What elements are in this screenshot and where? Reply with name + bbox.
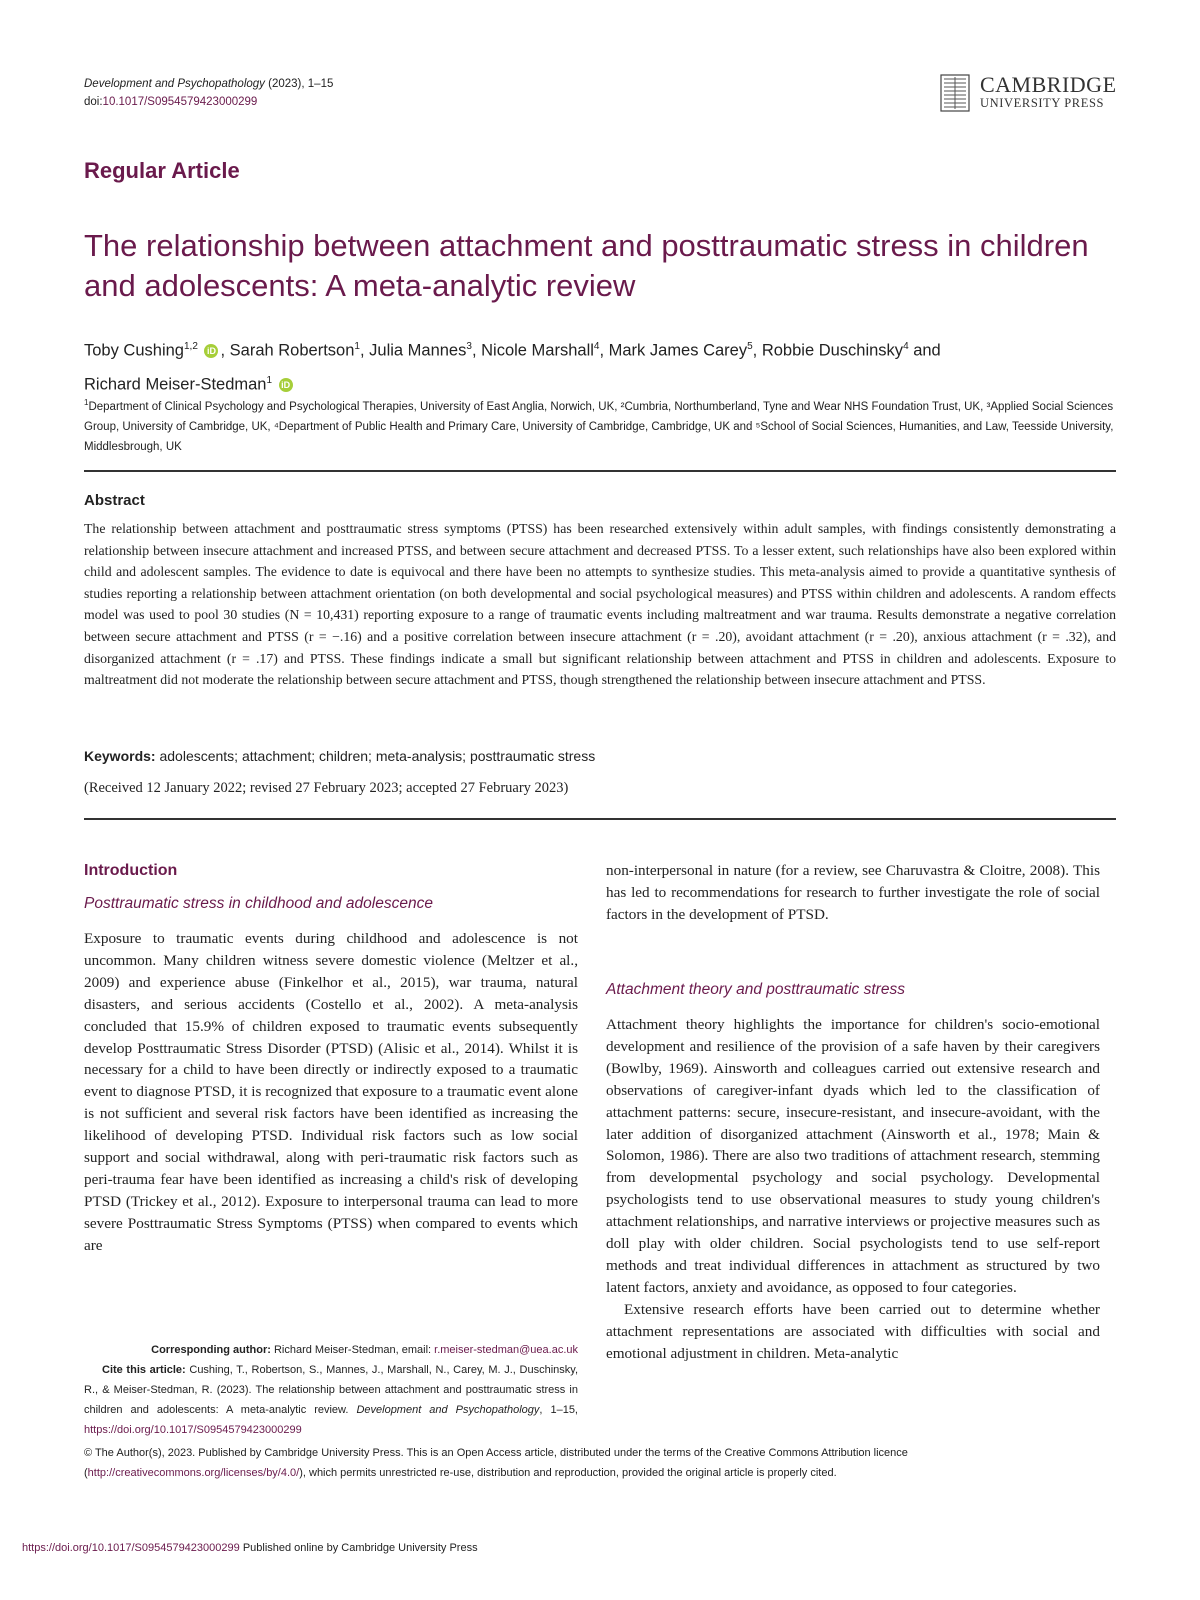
license-link[interactable]: http://creativecommons.org/licenses/by/4.0/	[87, 1467, 300, 1479]
affiliations-text: Department of Clinical Psychology and Psychological Therapies, University of East Anglia, Norwich, UK, ²Cumbria, Northumberland, Tyne and Wear NHS Foundation Trust, UK, ³Applied Social Sciences Group, University of Cambridge, UK, ⁴Department of Public Health and Primary Care, University of Cambridge, Cambridge, UK and ⁵School of Social Sciences, Humanities, and Law, Teesside University, Middlesbrough, UK	[84, 400, 1114, 453]
doi-label: doi:	[84, 96, 103, 108]
received-dates: (Received 12 January 2022; revised 27 February 2023; accepted 27 February 2023)	[84, 780, 569, 796]
orcid-icon[interactable]: iD	[279, 378, 293, 392]
divider-bottom	[84, 818, 1116, 820]
cite-journal: Development and Psychopathology	[356, 1404, 540, 1416]
affiliations	[84, 393, 1114, 457]
cambridge-crest-icon	[940, 74, 970, 112]
divider-top	[84, 470, 1116, 472]
footer-text: Published online by Cambridge University Press	[242, 1542, 478, 1554]
keywords-label: Keywords:	[84, 748, 156, 764]
cite-text: Cushing, T., Robertson, S., Mannes, J., Marshall, N., Carey, M. J., Duschinsky, R., & Meiser-Stedman, R. (2023). The relationship between attachment and posttraumatic stress in children and adolescents: A meta-analytic review.	[84, 1364, 578, 1416]
authors-and: and	[908, 341, 941, 360]
author-affil-sup: 4	[593, 341, 600, 352]
journal-citation	[84, 75, 333, 111]
author-name: Julia Mannes	[369, 341, 467, 360]
corr-label: Corresponding author:	[151, 1344, 271, 1356]
article-title: The relationship between attachment and posttraumatic stress in children and adolescents: A meta-analytic review	[84, 228, 1089, 303]
section-heading-introduction: Introduction	[84, 862, 178, 879]
author-affil-sup: 5	[747, 341, 753, 352]
author-name: Sarah Robertson	[229, 341, 355, 360]
authors-line-1: Toby Cushing$^{1,2}$ iD , Sarah Robertson$^1$, Julia Mannes$^3$, Nicole Marshall$^4$, Mark James Carey$^5$, Robbie Duschinsky$^4$ and	[84, 341, 941, 360]
author-affil-sup: 3	[466, 341, 472, 352]
license-text: © The Author(s), 2023. Published by Cambridge University Press. This is an Open Access article, distributed under the terms of the Creative Commons Attribution licence (	[84, 1447, 908, 1479]
footer-doi-link[interactable]: https://doi.org/10.1017/S0954579423000299	[22, 1542, 240, 1554]
cite-label: Cite this article:	[102, 1364, 186, 1376]
keywords-list: adolescents; attachment; children; meta-analysis; posttraumatic stress	[159, 748, 596, 764]
corr-text: Richard Meiser-Stedman, email:	[273, 1344, 432, 1356]
publisher-logo	[940, 74, 1125, 114]
author-affil-sup: 1,2	[183, 341, 198, 352]
corr-email-link[interactable]: r.meiser-stedman@uea.ac.uk	[434, 1344, 578, 1356]
cite-pages: , 1–15,	[539, 1404, 578, 1416]
author-name: Toby Cushing	[84, 341, 184, 360]
doi-link[interactable]: 10.1017/S0954579423000299	[102, 96, 258, 108]
keywords	[84, 748, 1116, 764]
paragraph-text: non-interpersonal in nature (for a review, see Charuvastra & Cloitre, 2008). This has led to recommendations for research to further investigate the role of social factors in the development of PTSD.	[606, 862, 1100, 923]
author-name: Robbie Duschinsky	[761, 341, 904, 360]
paragraph-text: Attachment theory highlights the importance for children's socio-emotional development and resilience of the provision of a safe haven by their caregivers (Bowlby, 1969). Ainsworth and colleagues carried out extensive research and observations of caregiver-infant dyads which led to the classification of attachment patterns: secure, insecure-resistant, and insecure-avoidant, with the later addition of disorganized attachment (Ainsworth et al., 1978; Main & Solomon, 1986). There are also two traditions of attachment research, stemming from developmental psychology and social psychology. Developmental psychologists tend to use observational measures to study young children's attachment relationships, and narrative interviews or projective measures such as doll play with older children. Social psychologists tend to use self-report methods and treat individual differences in attachment as structured by two latent factors, anxiety and avoidance, as opposed to four categories.	[606, 1016, 1100, 1296]
article-type: Regular Article	[84, 158, 240, 183]
affil-sup: 1	[84, 398, 89, 407]
journal-name: Development and Psychopathology	[84, 78, 265, 90]
journal-year-pages: (2023), 1–15	[268, 78, 334, 90]
abstract-heading: Abstract	[84, 492, 145, 509]
publisher-name: CAMBRIDGE	[980, 72, 1117, 97]
author-affil-sup: 1	[354, 341, 360, 352]
orcid-icon[interactable]: iD	[204, 344, 218, 358]
subsection-heading-ptss: Posttraumatic stress in childhood and adolescence	[84, 895, 433, 912]
paragraph-text: Exposure to traumatic events during childhood and adolescence is not uncommon. Many children witness severe domestic violence (Meltzer et al., 2009) and experience abuse (Finkelhor et al., 2015), war trauma, natural disasters, and serious accidents (Costello et al., 2002). A meta-analysis concluded that 15.9% of children exposed to traumatic events subsequently develop Posttraumatic Stress Disorder (PTSD) (Alisic et al., 2014). Whilst it is necessary for a child to have been directly or indirectly exposed to a traumatic event to diagnose PTSD, it is recognized that exposure to a traumatic event alone is not sufficient and several risk factors have been identified as increasing the likelihood of developing PTSD. Individual risk factors such as low social support and social withdrawal, along with peri-traumatic risk factors such as peri-trauma fear have been identified as increasing a child's risk of developing PTSD (Trickey et al., 2012). Exposure to interpersonal trauma can lead to more severe Posttraumatic Stress Symptoms (PTSS) when compared to events which are	[84, 930, 578, 1254]
author-affil-sup: 1	[266, 374, 273, 386]
paragraph-text: Extensive research efforts have been carried out to determine whether attachment representations are associated with difficulties with social and emotional adjustment in children. Meta-analytic	[606, 1300, 1100, 1362]
abstract-text: The relationship between attachment and posttraumatic stress symptoms (PTSS) has been researched extensively within adult samples, with findings consistently demonstrating a relationship between insecure attachment and increased PTSS, and between secure attachment and decreased PTSS. To a lesser extent, such relationships have also been explored within child and adolescent samples. The evidence to date is equivocal and there have been no attempts to synthesize studies. This meta-analysis aimed to provide a quantitative synthesis of studies reporting a relationship between attachment orientation (on both developmental and social psychological measures) and PTSS within children and adolescents. A random effects model was used to pool 30 studies (N = 10,431) reporting exposure to a range of traumatic events including maltreatment and war trauma. Results demonstrate a negative correlation between secure attachment and PTSS (r = −.16) and a positive correlation between insecure attachment (r = .20), avoidant attachment (r = .20), anxious attachment (r = .32), and disorganized attachment (r = .17) and PTSS. These findings indicate a small but significant relationship between attachment and PTSS in children and adolescents. Exposure to maltreatment did not moderate the relationship between secure attachment and PTSS, though strengthened the relationship between insecure attachment and PTSS.	[84, 521, 1116, 688]
license-note	[84, 1443, 1116, 1483]
publisher-sub: UNIVERSITY PRESS	[980, 96, 1105, 110]
intro-paragraph-2	[606, 1014, 1100, 1365]
author-name: Nicole Marshall	[481, 341, 594, 360]
license-text-end: ), which permits unrestricted re-use, distribution and reproduction, provided the original article is properly cited.	[299, 1467, 837, 1479]
intro-paragraph-1	[84, 928, 578, 1257]
author-affil-sup: 4	[903, 341, 909, 352]
cite-doi-link[interactable]: https://doi.org/10.1017/S0954579423000299	[84, 1424, 302, 1436]
page-footer	[22, 1542, 478, 1554]
author-list	[84, 332, 1114, 399]
subsection-heading-attachment: Attachment theory and posttraumatic stress	[606, 981, 905, 998]
author-name: Richard Meiser-Stedman	[84, 375, 267, 393]
correspondence-note	[84, 1340, 578, 1440]
intro-paragraph-1-continued	[606, 860, 1100, 926]
author-name: Mark James Carey	[608, 341, 748, 360]
